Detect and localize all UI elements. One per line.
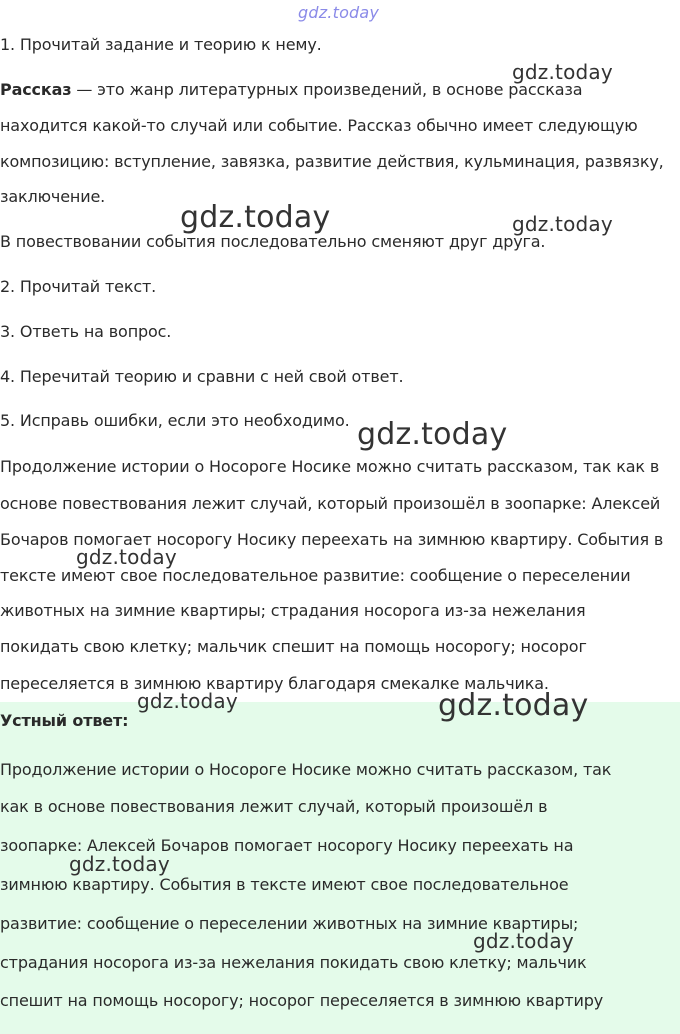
oral-answer-line-1: Продолжение истории о Носороге Носике можно считать рассказом, так [0,760,612,779]
task-step-5: 5. Исправь ошибки, если это необходимо. [0,411,350,430]
top-watermark: gdz.today [298,3,380,22]
oral-answer-heading: Устный ответ: [0,711,129,730]
watermark: gdz.today [137,689,238,713]
answer-line-4: тексте имеют свое последовательное развитие: сообщение о переселении [0,566,631,585]
theory-line-2: находится какой-то случай или событие. Рассказ обычно имеет следующую [0,116,638,135]
oral-answer-line-5: развитие: сообщение о переселении животных на зимние квартиры; [0,914,579,933]
task-step-4: 4. Перечитай теорию и сравни с ней свой ответ. [0,367,404,386]
task-step-2: 2. Прочитай текст. [0,277,157,296]
answer-line-2: основе повествования лежит случай, который произошёл в зоопарке: Алексей [0,494,661,513]
task-step-3: 3. Ответь на вопрос. [0,322,172,341]
theory-line-1 [0,80,582,100]
oral-answer-line-2: как в основе повествования лежит случай, который произошёл в [0,797,548,816]
theory-term: Рассказ [0,80,72,99]
watermark: gdz.today [473,929,574,953]
answer-line-7: переселяется в зимнюю квартиру благодаря смекалке мальчика. [0,674,549,693]
watermark: gdz.today [180,200,331,235]
task-step-1: 1. Прочитай задание и теорию к нему. [0,35,322,54]
watermark: gdz.today [76,545,177,569]
oral-answer-line-4: зимнюю квартиру. События в тексте имеют свое последовательное [0,875,569,894]
theory-line-5: В повествовании события последовательно сменяют друг друга. [0,232,546,251]
answer-line-3: Бочаров помогает носорогу Носику переехать на зимнюю квартиру. События в [0,530,664,549]
answer-line-5: животных на зимние квартиры; страдания носорога из-за нежелания [0,601,586,620]
oral-answer-line-6: страдания носорога из-за нежелания покидать свою клетку; мальчик [0,953,587,972]
watermark: gdz.today [438,688,589,723]
watermark: gdz.today [357,417,508,452]
watermark: gdz.today [512,212,613,236]
oral-answer-line-7: спешит на помощь носорогу; носорог переселяется в зимнюю квартиру [0,991,604,1010]
answer-line-1: Продолжение истории о Носороге Носике можно считать рассказом, так как в [0,457,660,476]
oral-answer-line-3: зоопарке: Алексей Бочаров помогает носорогу Носику переехать на [0,836,574,855]
theory-line-3: композицию: вступление, завязка, развитие действия, кульминация, развязку, [0,152,664,171]
theory-definition-start: — это жанр литературных произведений, в основе рассказа [71,80,583,99]
theory-line-4: заключение. [0,187,106,206]
watermark: gdz.today [69,852,170,876]
watermark: gdz.today [512,60,613,84]
answer-line-6: покидать свою клетку; мальчик спешит на помощь носорогу; носорог [0,637,587,656]
